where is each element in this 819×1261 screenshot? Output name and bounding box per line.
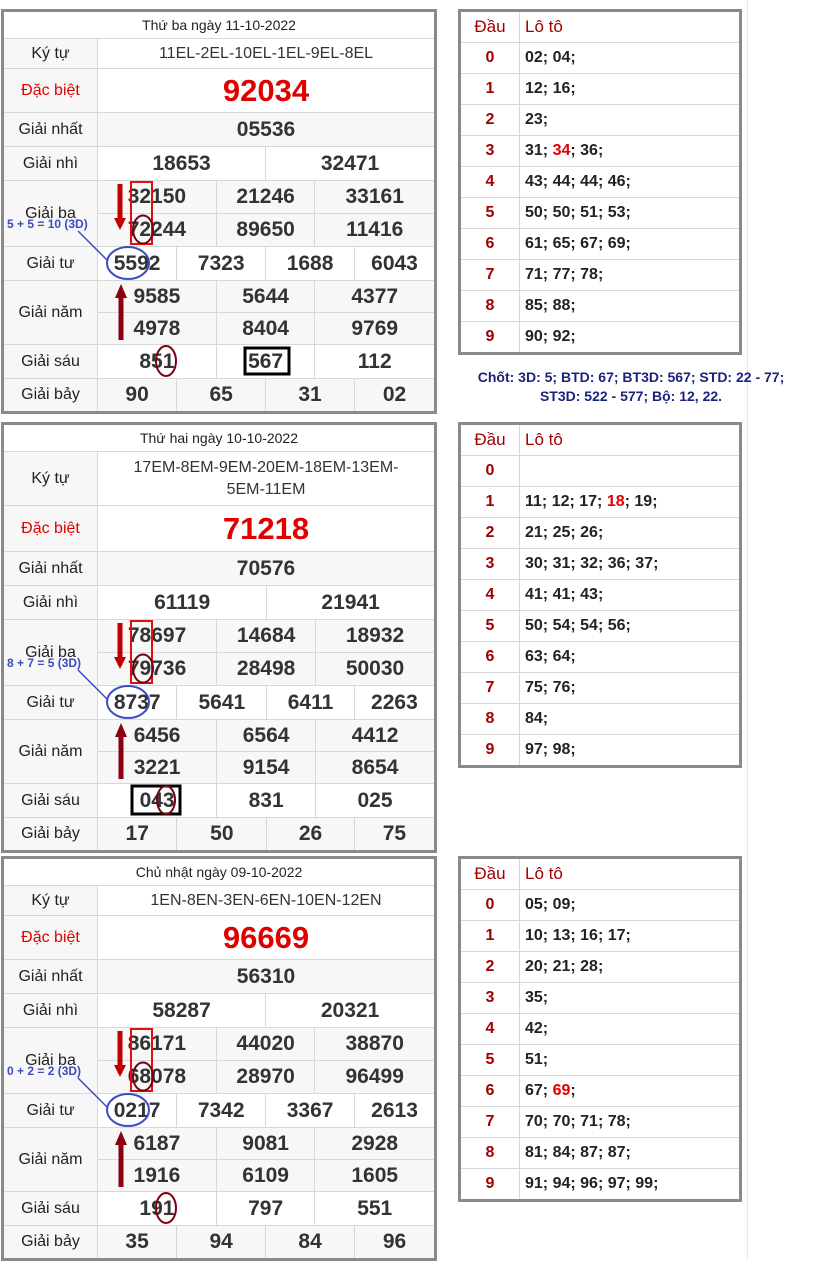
loto-head-digit: 7 <box>460 260 520 291</box>
page-divider <box>747 0 748 1260</box>
label-giai-sau: Giải sáu <box>3 1192 98 1226</box>
loto-number: 11; 12; 17; <box>525 493 607 510</box>
label-giai-bay: Giải bảy <box>3 1226 98 1260</box>
loto-head-digit: 3 <box>460 549 520 580</box>
loto-table <box>458 9 742 355</box>
fifth-prize: 4978 <box>98 313 217 345</box>
loto-number: ; 36; <box>570 142 604 159</box>
loto-head-digit: 3 <box>460 983 520 1014</box>
loto-values <box>520 1169 741 1201</box>
second-prize: 21941 <box>267 586 436 620</box>
third-prize: 68078 <box>98 1061 217 1094</box>
loto-values <box>520 198 741 229</box>
loto-number: 05; 09; <box>525 896 576 913</box>
draw-date: Thứ ba ngày 11-10-2022 <box>3 11 436 39</box>
label-giai-nhi: Giải nhì <box>3 586 98 620</box>
sixth-prize: 112 <box>315 345 436 379</box>
label-giai-nam: Giải năm <box>3 720 98 784</box>
loto-values <box>520 260 741 291</box>
sixth-prize: 025 <box>316 784 436 818</box>
sixth-prize: 551 <box>315 1192 436 1226</box>
seventh-prize: 26 <box>267 818 355 852</box>
sixth-prize: 851 <box>98 345 217 379</box>
loto-row <box>460 1076 741 1107</box>
label-giai-ba: Giải ba <box>3 620 98 686</box>
loto-values <box>520 704 741 735</box>
second-prize: 18653 <box>98 147 266 181</box>
fourth-prize: 7323 <box>177 247 266 281</box>
label-giai-ba: Giải ba <box>3 1028 98 1094</box>
third-prize: 96499 <box>315 1061 436 1094</box>
special-prize: 96669 <box>98 916 436 960</box>
loto-row <box>460 611 741 642</box>
ky-tu-value: 17EM-8EM-9EM-20EM-18EM-13EM-5EM-11EM <box>98 452 436 506</box>
loto-number: 69 <box>552 1082 571 1099</box>
label-giai-nhi: Giải nhì <box>3 994 98 1028</box>
loto-head-digit: 8 <box>460 704 520 735</box>
loto-values <box>520 983 741 1014</box>
fourth-prize: 6411 <box>267 686 355 720</box>
loto-head-digit: 9 <box>460 322 520 354</box>
third-prize: 44020 <box>216 1028 315 1061</box>
seventh-prize: 94 <box>177 1226 266 1260</box>
third-prize: 78697 <box>98 620 217 653</box>
loto-row <box>460 1169 741 1201</box>
loto-values <box>520 673 741 704</box>
sixth-prize: 043 <box>98 784 217 818</box>
loto-values <box>520 291 741 322</box>
ky-tu-value: 11EL-2EL-10EL-1EL-9EL-8EL <box>98 39 436 69</box>
seventh-prize: 65 <box>177 379 266 413</box>
label-giai-sau: Giải sáu <box>3 345 98 379</box>
seventh-prize: 31 <box>266 379 355 413</box>
loto-head-digit: 2 <box>460 105 520 136</box>
second-prize: 20321 <box>266 994 436 1028</box>
loto-row <box>460 518 741 549</box>
label-dac-biet: Đặc biệt <box>3 506 98 552</box>
loto-row <box>460 673 741 704</box>
loto-row <box>460 921 741 952</box>
seventh-prize: 17 <box>98 818 177 852</box>
loto-number: 30; 31; 32; 36; 37; <box>525 555 659 572</box>
label-giai-nhat: Giải nhất <box>3 552 98 586</box>
fourth-prize: 7342 <box>177 1094 266 1128</box>
loto-head-digit: 6 <box>460 642 520 673</box>
loto-row <box>460 983 741 1014</box>
loto-head-digit: 6 <box>460 229 520 260</box>
sixth-prize: 797 <box>216 1192 315 1226</box>
second-prize: 61119 <box>98 586 267 620</box>
label-giai-nhat: Giải nhất <box>3 113 98 147</box>
second-prize: 32471 <box>266 147 436 181</box>
first-prize: 05536 <box>98 113 436 147</box>
results-table <box>1 9 437 414</box>
draw-date: Thứ hai ngày 10-10-2022 <box>3 424 436 452</box>
loto-header-dau: Đầu <box>460 11 520 43</box>
loto-row <box>460 952 741 983</box>
loto-row <box>460 229 741 260</box>
loto-header-dau: Đầu <box>460 858 520 890</box>
seventh-prize: 35 <box>98 1226 177 1260</box>
loto-number: 97; 98; <box>525 741 576 758</box>
loto-number: 12; <box>525 80 553 97</box>
loto-number: 81; 84; 87; 87; <box>525 1144 631 1161</box>
loto-number: ; 19; <box>624 493 658 510</box>
third-prize: 21246 <box>216 181 315 214</box>
label-giai-tu: Giải tư <box>3 1094 98 1128</box>
fourth-prize: 6043 <box>355 247 436 281</box>
loto-row <box>460 43 741 74</box>
loto-head-digit: 5 <box>460 611 520 642</box>
loto-number: 63; 64; <box>525 648 576 665</box>
loto-row <box>460 735 741 767</box>
loto-number: 51; <box>525 1051 549 1068</box>
label-dac-biet: Đặc biệt <box>3 916 98 960</box>
loto-head-digit: 4 <box>460 1014 520 1045</box>
loto-values <box>520 890 741 921</box>
loto-head-digit: 0 <box>460 43 520 74</box>
loto-values <box>520 487 741 518</box>
loto-values <box>520 1107 741 1138</box>
fifth-prize: 6187 <box>98 1128 217 1160</box>
loto-row <box>460 580 741 611</box>
third-prize: 38870 <box>315 1028 436 1061</box>
loto-row <box>460 456 741 487</box>
loto-head-digit: 2 <box>460 518 520 549</box>
first-prize: 56310 <box>98 960 436 994</box>
fifth-prize: 1916 <box>98 1160 217 1192</box>
seventh-prize: 90 <box>98 379 177 413</box>
loto-row <box>460 136 741 167</box>
label-giai-ba: Giải ba <box>3 181 98 247</box>
loto-values <box>520 921 741 952</box>
loto-number: 71; 77; 78; <box>525 266 604 283</box>
third-prize: 18932 <box>316 620 436 653</box>
loto-table <box>458 422 742 768</box>
third-prize: 50030 <box>316 653 436 686</box>
sixth-prize: 567 <box>216 345 315 379</box>
loto-values <box>520 456 741 487</box>
draw-date: Chủ nhật ngày 09-10-2022 <box>3 858 436 886</box>
loto-values <box>520 167 741 198</box>
results-table <box>1 856 437 1261</box>
fifth-prize: 6109 <box>216 1160 315 1192</box>
fifth-prize: 8654 <box>316 752 436 784</box>
loto-number: 43; 44; 44; 46; <box>525 173 631 190</box>
fourth-prize: 8737 <box>98 686 177 720</box>
loto-values <box>520 549 741 580</box>
fifth-prize: 2928 <box>315 1128 436 1160</box>
loto-row <box>460 322 741 354</box>
third-prize: 86171 <box>98 1028 217 1061</box>
loto-values <box>520 105 741 136</box>
loto-number: 10; 13; 16; 17; <box>525 927 631 944</box>
loto-row <box>460 1014 741 1045</box>
ky-tu-value: 1EN-8EN-3EN-6EN-10EN-12EN <box>98 886 436 916</box>
fifth-prize: 4377 <box>315 281 436 313</box>
loto-row <box>460 890 741 921</box>
loto-values <box>520 136 741 167</box>
fourth-prize: 2263 <box>354 686 435 720</box>
loto-values <box>520 1014 741 1045</box>
fifth-prize: 6564 <box>217 720 316 752</box>
fourth-prize: 3367 <box>266 1094 355 1128</box>
loto-head-digit: 2 <box>460 952 520 983</box>
loto-head-digit: 0 <box>460 456 520 487</box>
loto-values <box>520 1138 741 1169</box>
loto-row <box>460 291 741 322</box>
loto-head-digit: 1 <box>460 921 520 952</box>
label-ky-tu: Ký tự <box>3 39 98 69</box>
loto-values <box>520 1045 741 1076</box>
fourth-prize: 0217 <box>98 1094 177 1128</box>
loto-row <box>460 704 741 735</box>
fifth-prize: 9585 <box>98 281 217 313</box>
loto-number: 85; 88; <box>525 297 576 314</box>
fifth-prize: 1605 <box>315 1160 436 1192</box>
loto-number: 70; 70; 71; 78; <box>525 1113 631 1130</box>
results-table <box>1 422 437 853</box>
loto-row <box>460 260 741 291</box>
loto-head-digit: 5 <box>460 198 520 229</box>
loto-header-dau: Đầu <box>460 424 520 456</box>
label-giai-bay: Giải bảy <box>3 818 98 852</box>
special-prize: 92034 <box>98 69 436 113</box>
loto-row <box>460 642 741 673</box>
loto-number: 90; 92; <box>525 328 576 345</box>
loto-number: 61; 65; 67; 69; <box>525 235 631 252</box>
label-giai-nhi: Giải nhì <box>3 147 98 181</box>
loto-head-digit: 8 <box>460 291 520 322</box>
loto-values <box>520 518 741 549</box>
fifth-prize: 8404 <box>216 313 315 345</box>
third-prize: 89650 <box>216 214 315 247</box>
third-prize: 79736 <box>98 653 217 686</box>
annotation-sum: 5 + 5 = 10 (3D) <box>7 217 88 231</box>
third-prize: 11416 <box>315 214 436 247</box>
prediction-line-2: ST3D: 522 - 577; Bộ: 12, 22. <box>539 388 723 404</box>
fifth-prize: 4412 <box>316 720 436 752</box>
label-giai-tu: Giải tư <box>3 686 98 720</box>
loto-header-loto: Lô tô <box>520 11 741 43</box>
loto-head-digit: 9 <box>460 735 520 767</box>
loto-head-digit: 1 <box>460 487 520 518</box>
loto-head-digit: 7 <box>460 673 520 704</box>
loto-header-loto: Lô tô <box>520 858 741 890</box>
loto-head-digit: 7 <box>460 1107 520 1138</box>
loto-values <box>520 642 741 673</box>
loto-number: 41; 41; 43; <box>525 586 604 603</box>
loto-header-loto: Lô tô <box>520 424 741 456</box>
loto-number: 02; <box>525 49 553 66</box>
loto-values <box>520 229 741 260</box>
loto-row <box>460 74 741 105</box>
second-prize: 58287 <box>98 994 266 1028</box>
loto-number: 35; <box>525 989 549 1006</box>
loto-number: ; <box>570 1082 576 1099</box>
label-ky-tu: Ký tự <box>3 452 98 506</box>
fifth-prize: 9769 <box>315 313 436 345</box>
fifth-prize: 5644 <box>216 281 315 313</box>
loto-row <box>460 1045 741 1076</box>
loto-number: 31; <box>525 142 553 159</box>
label-giai-nam: Giải năm <box>3 281 98 345</box>
loto-number: 18 <box>606 493 625 510</box>
label-dac-biet: Đặc biệt <box>3 69 98 113</box>
loto-number: 75; 76; <box>525 679 576 696</box>
label-giai-tu: Giải tư <box>3 247 98 281</box>
fourth-prize: 2613 <box>355 1094 436 1128</box>
loto-row <box>460 1107 741 1138</box>
third-prize: 72244 <box>98 214 217 247</box>
loto-values <box>520 322 741 354</box>
third-prize: 28498 <box>217 653 316 686</box>
loto-head-digit: 6 <box>460 1076 520 1107</box>
loto-number: 84; <box>525 710 549 727</box>
prediction-note <box>446 368 816 406</box>
loto-row <box>460 487 741 518</box>
annotation-sum: 8 + 7 = 5 (3D) <box>7 656 82 670</box>
loto-values <box>520 1076 741 1107</box>
loto-values <box>520 611 741 642</box>
loto-head-digit: 1 <box>460 74 520 105</box>
seventh-prize: 75 <box>354 818 435 852</box>
loto-head-digit: 3 <box>460 136 520 167</box>
label-giai-nam: Giải năm <box>3 1128 98 1192</box>
fourth-prize: 5592 <box>98 247 177 281</box>
label-giai-sau: Giải sáu <box>3 784 98 818</box>
loto-head-digit: 0 <box>460 890 520 921</box>
loto-head-digit: 4 <box>460 580 520 611</box>
loto-values <box>520 43 741 74</box>
loto-table <box>458 856 742 1202</box>
loto-number: 16; <box>552 80 576 97</box>
loto-values <box>520 735 741 767</box>
loto-row <box>460 167 741 198</box>
third-prize: 32150 <box>98 181 217 214</box>
fourth-prize: 5641 <box>177 686 267 720</box>
fifth-prize: 6456 <box>98 720 217 752</box>
loto-values <box>520 74 741 105</box>
loto-head-digit: 4 <box>460 167 520 198</box>
seventh-prize: 96 <box>355 1226 436 1260</box>
loto-values <box>520 580 741 611</box>
loto-number: 23; <box>525 111 549 128</box>
fifth-prize: 9081 <box>216 1128 315 1160</box>
loto-number: 50; 54; 54; 56; <box>525 617 631 634</box>
loto-row <box>460 549 741 580</box>
loto-number: 91; 94; 96; 97; 99; <box>525 1175 659 1192</box>
seventh-prize: 84 <box>266 1226 355 1260</box>
fifth-prize: 9154 <box>217 752 316 784</box>
loto-number: 21; 25; 26; <box>525 524 604 541</box>
label-ky-tu: Ký tự <box>3 886 98 916</box>
loto-number: 67; <box>525 1082 553 1099</box>
loto-number: 50; 50; 51; 53; <box>525 204 631 221</box>
loto-head-digit: 8 <box>460 1138 520 1169</box>
loto-row <box>460 1138 741 1169</box>
annotation-sum: 0 + 2 = 2 (3D) <box>7 1064 82 1078</box>
loto-row <box>460 198 741 229</box>
seventh-prize: 02 <box>355 379 436 413</box>
label-giai-nhat: Giải nhất <box>3 960 98 994</box>
loto-head-digit: 5 <box>460 1045 520 1076</box>
special-prize: 71218 <box>98 506 436 552</box>
loto-number: 04; <box>552 49 576 66</box>
seventh-prize: 50 <box>177 818 267 852</box>
sixth-prize: 191 <box>98 1192 217 1226</box>
prediction-line-1: Chốt: 3D: 5; BTD: 67; BT3D: 567; STD: 22 - 77; <box>477 369 785 385</box>
third-prize: 14684 <box>217 620 316 653</box>
label-giai-bay: Giải bảy <box>3 379 98 413</box>
loto-values <box>520 952 741 983</box>
loto-head-digit: 9 <box>460 1169 520 1201</box>
loto-row <box>460 105 741 136</box>
loto-number: 42; <box>525 1020 549 1037</box>
third-prize: 28970 <box>216 1061 315 1094</box>
third-prize: 33161 <box>315 181 436 214</box>
sixth-prize: 831 <box>217 784 316 818</box>
loto-number: 34 <box>552 142 571 159</box>
fifth-prize: 3221 <box>98 752 217 784</box>
fourth-prize: 1688 <box>266 247 355 281</box>
first-prize: 70576 <box>98 552 436 586</box>
loto-number: 20; 21; 28; <box>525 958 604 975</box>
